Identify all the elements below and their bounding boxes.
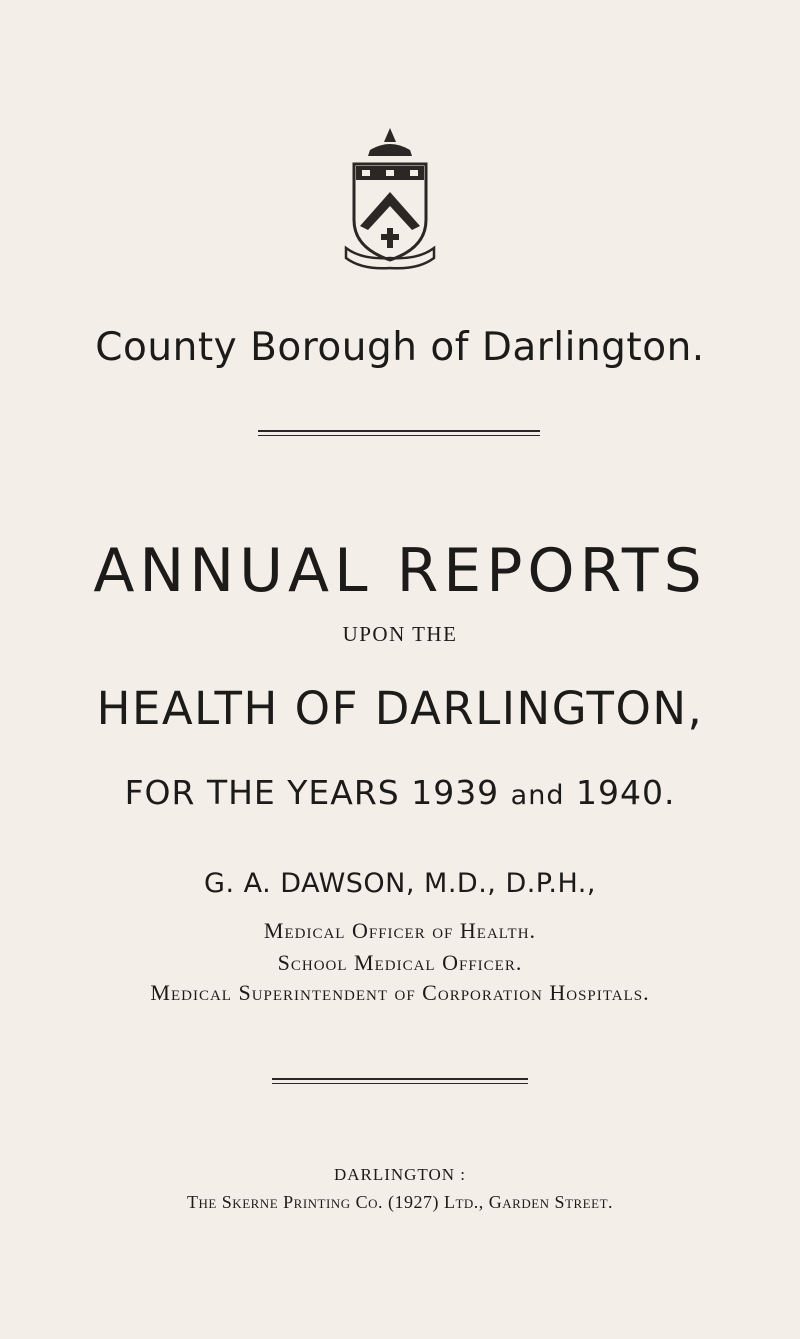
borough-crest-icon (340, 120, 440, 270)
years-prefix: FOR THE YEARS 1939 (124, 773, 511, 812)
printer-city: DARLINGTON : (333, 1165, 467, 1184)
years-and: and (510, 780, 565, 811)
bottom-divider-underline (272, 1083, 528, 1084)
report-subject: HEALTH OF DARLINGTON, (96, 682, 704, 735)
years-suffix: 1940. (564, 773, 676, 812)
author-role-school: School Medical Officer. (277, 950, 523, 975)
author-role-moh: Medical Officer of Health. (263, 918, 537, 943)
bottom-divider (272, 1078, 528, 1080)
top-divider (258, 430, 540, 432)
report-upon: UPON THE (342, 622, 458, 646)
author-name: G. A. DAWSON, M.D., D.P.H., (204, 868, 596, 899)
printer-name: The Skerne Printing Co. (1927) Ltd., Garden Street. (186, 1192, 614, 1212)
report-years (0, 773, 800, 812)
author-role-hospitals: Medical Superintendent of Corporation Hospitals. (150, 980, 650, 1005)
report-heading: ANNUAL REPORTS (93, 536, 707, 606)
borough-title: County Borough of Darlington. (95, 325, 705, 370)
top-divider-underline (258, 435, 540, 436)
